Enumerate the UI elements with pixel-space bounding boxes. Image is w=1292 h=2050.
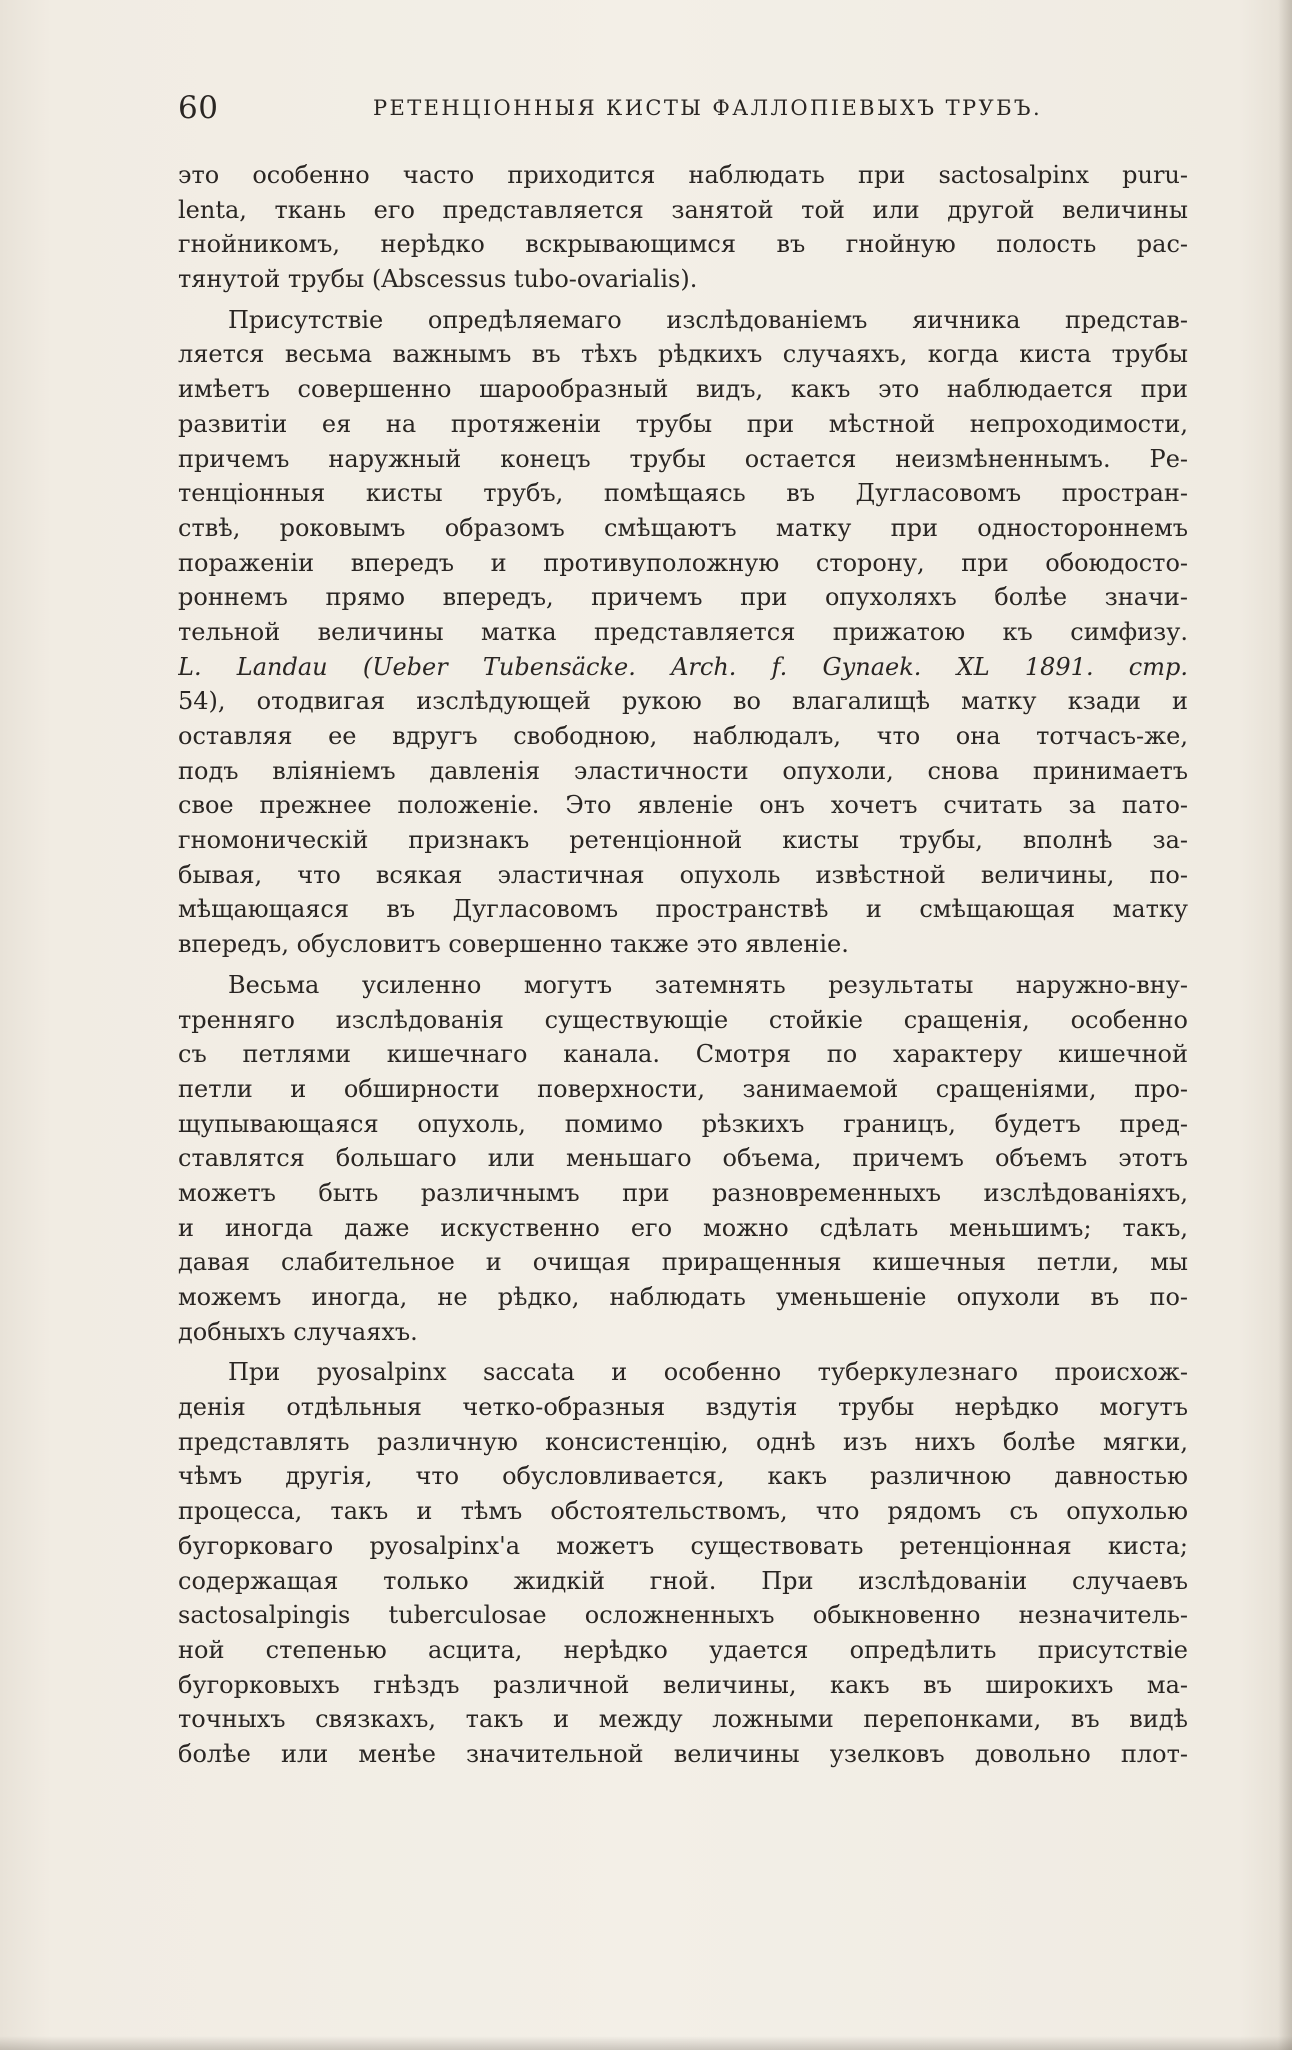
text-line: свое прежнее положеніе. Это явленіе онъ хочетъ считать за пато- (178, 791, 1188, 820)
text-line: добныхъ случаяхъ. (178, 1317, 418, 1346)
text-line: тенціонныя кисты трубъ, помѣщаясь въ Дугласовомъ простран- (178, 479, 1188, 508)
text-line: процесса, такъ и тѣмъ обстоятельствомъ, что рядомъ съ опухолью (178, 1497, 1188, 1526)
text-line: денія отдѣльныя четко-образныя вздутія трубы нерѣдко могутъ (178, 1393, 1188, 1422)
text-line: При pyosalpinx saccata и особенно туберкулезнаго происхож- (228, 1358, 1188, 1387)
text-line: имѣетъ совершенно шарообразный видъ, какъ это наблюдается при (178, 375, 1188, 404)
text-line: гномоническій признакъ ретенціонной кисты трубы, вполнѣ за- (178, 826, 1188, 855)
text-line: болѣе или менѣе значительной величины узелковъ довольно плот- (178, 1739, 1188, 1768)
text-line: точныхъ связкахъ, такъ и между ложными перепонками, въ видѣ (178, 1705, 1188, 1734)
text-line: роннемъ прямо впередъ, причемъ при опухоляхъ болѣе значи- (178, 583, 1188, 612)
page-number: 60 (178, 90, 219, 126)
text-line: тельной величины матка представляется прижатою къ симфизу. (178, 617, 1188, 646)
body-text (178, 158, 1188, 1772)
text-line: тянутой трубы (Abscessus tubo-ovarialis). (178, 265, 698, 294)
text-line: оставляя ее вдругъ свободною, наблюдалъ, что она тотчасъ-же, (178, 722, 1188, 750)
text-line: причемъ наружный конецъ трубы остается неизмѣненнымъ. Ре- (178, 444, 1188, 473)
text-line: представлять различную консистенцію, однѣ изъ нихъ болѣе мягки, (178, 1427, 1188, 1456)
text-line: съ петлями кишечнаго канала. Смотря по характеру кишечной (178, 1040, 1188, 1069)
text-line: это особенно часто приходится наблюдать при sactosalpinx puru- (178, 161, 1188, 189)
text-line: ствѣ, роковымъ образомъ смѣщаютъ матку при одностороннемъ (178, 513, 1188, 542)
page-edge-shadow-right (1278, 0, 1292, 2050)
text-line: впередъ, обусловитъ совершенно также это явленіе. (178, 930, 849, 959)
text-line: 54), отодвигая изслѣдующей рукою во влагалищѣ матку кзади и (178, 687, 1188, 716)
text-line: гнойникомъ, нерѣдко вскрывающимся въ гнойную полость рас- (178, 230, 1188, 259)
text-line: давая слабительное и очищая приращенныя кишечныя петли, мы (178, 1248, 1188, 1277)
running-title: РЕТЕНЦІОННЫЯ КИСТЫ ФАЛЛОПІЕВЫХЪ ТРУБЪ. (373, 96, 1043, 120)
paragraph-2 (178, 303, 1188, 962)
text-line: можемъ иногда, не рѣдко, наблюдать уменьшеніе опухоли въ по- (178, 1283, 1188, 1311)
text-line: щупывающаяся опухоль, помимо рѣзкихъ границъ, будетъ пред- (178, 1109, 1188, 1138)
text-line: ставлятся большаго или меньшаго объема, причемъ объемъ этотъ (178, 1144, 1188, 1173)
text-line: тренняго изслѣдованія существующіе стойкіе сращенія, особенно (178, 1005, 1188, 1034)
text-line: бывая, что всякая эластичная опухоль извѣстной величины, по- (178, 860, 1188, 889)
text-line: lenta, ткань его представляется занятой той или другой величины (178, 195, 1188, 224)
running-head (178, 88, 1188, 128)
page-edge-shadow-bottom (0, 2036, 1292, 2050)
text-line: развитіи ея на протяженіи трубы при мѣстной непроходимости, (178, 409, 1188, 438)
text-line: пораженіи впередъ и противуположную сторону, при обоюдосто- (178, 548, 1188, 577)
text-line: мѣщающаяся въ Дугласовомъ пространствѣ и смѣщающая матку (178, 895, 1188, 924)
text-line: ной степенью асцита, нерѣдко удается опредѣлить присутствіе (178, 1635, 1188, 1664)
paragraph-1 (178, 158, 1188, 297)
paragraph-3 (178, 968, 1188, 1350)
text-line: бугорковаго pyosalpinx'а можетъ существовать ретенціонная киста; (178, 1531, 1188, 1560)
text-line: петли и обширности поверхности, занимаемой сращеніями, про- (178, 1074, 1188, 1103)
text-line: можетъ быть различнымъ при разновременныхъ изслѣдованіяхъ, (178, 1178, 1188, 1207)
text-line: содержащая только жидкій гной. При изслѣдованіи случаевъ (178, 1566, 1188, 1595)
text-line: бугорковыхъ гнѣздъ различной величины, какъ въ широкихъ ма- (178, 1670, 1188, 1699)
text-line: и иногда даже искуственно его можно сдѣлать меньшимъ; такъ, (178, 1213, 1188, 1242)
text-line: Весьма усиленно могутъ затемнять результаты наружно-вну- (228, 970, 1188, 999)
paragraph-4 (178, 1355, 1188, 1771)
text-line: Присутствіе опредѣляемаго изслѣдованіемъ яичника представ- (228, 305, 1188, 334)
text-line: подъ вліяніемъ давленія эластичности опухоли, снова принимаетъ (178, 756, 1188, 785)
text-line: sactosalpingis tuberculosae осложненныхъ обыкновенно незначитель- (178, 1601, 1188, 1630)
citation-line: L. Landau (Ueber Tubensäcke. Arch. f. Gynaek. XL 1891. стр. (178, 652, 1188, 681)
text-line: чѣмъ другія, что обусловливается, какъ различною давностью (178, 1462, 1188, 1491)
text-line: ляется весьма важнымъ въ тѣхъ рѣдкихъ случаяхъ, когда киста трубы (178, 340, 1188, 369)
